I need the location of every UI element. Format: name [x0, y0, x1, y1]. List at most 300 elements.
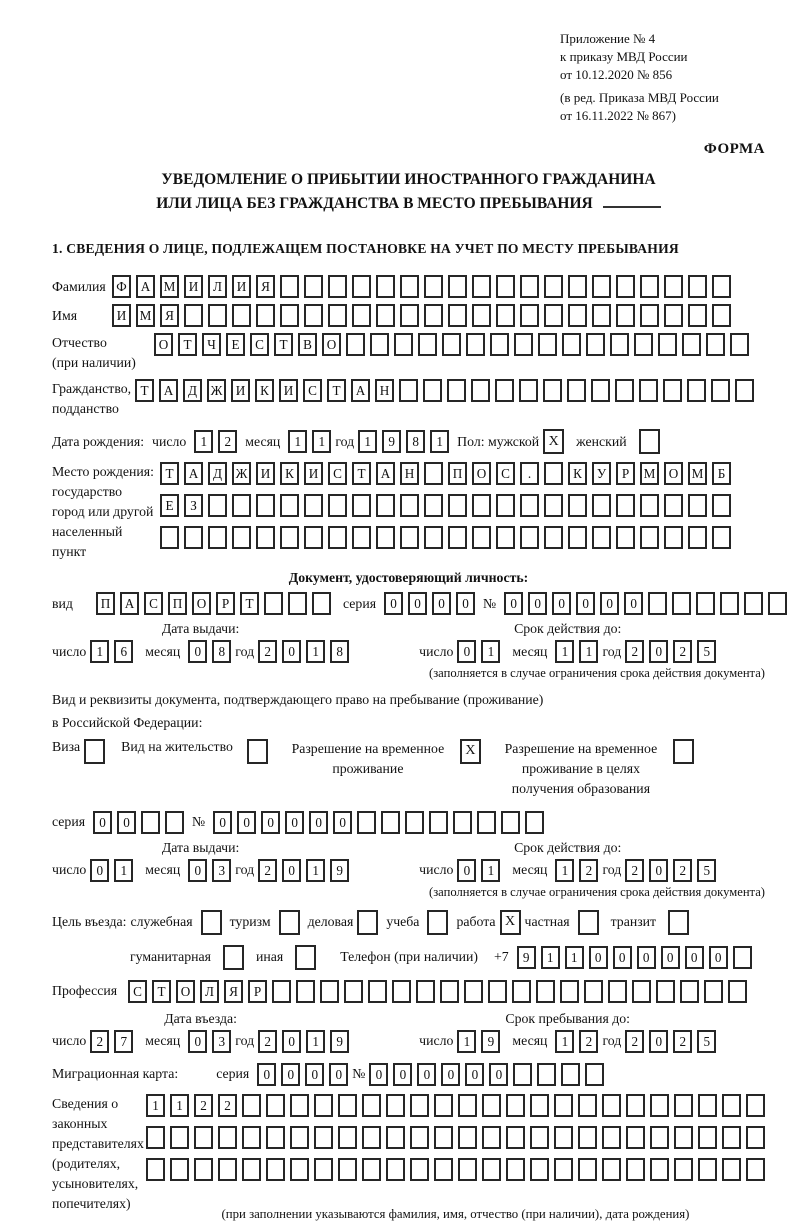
form-cell[interactable]: К: [255, 379, 274, 402]
form-cell[interactable]: [722, 1094, 741, 1117]
form-cell[interactable]: [141, 811, 160, 834]
purpose-humanitarian-checkbox[interactable]: [223, 945, 244, 970]
form-cell[interactable]: [464, 980, 483, 1003]
form-cell[interactable]: [506, 1094, 525, 1117]
form-cell[interactable]: [362, 1158, 381, 1181]
form-cell[interactable]: [688, 494, 707, 517]
form-cell[interactable]: 9: [481, 1030, 500, 1053]
form-cell[interactable]: [650, 1126, 669, 1149]
form-cell[interactable]: А: [184, 462, 203, 485]
form-cell[interactable]: 0: [489, 1063, 508, 1086]
form-cell[interactable]: [586, 333, 605, 356]
purpose-private-checkbox[interactable]: [578, 910, 599, 935]
form-cell[interactable]: 0: [576, 592, 595, 615]
form-cell[interactable]: [639, 379, 658, 402]
form-cell[interactable]: [698, 1158, 717, 1181]
form-cell[interactable]: [640, 304, 659, 327]
form-cell[interactable]: [672, 592, 691, 615]
form-cell[interactable]: Н: [400, 462, 419, 485]
form-cell[interactable]: [501, 811, 520, 834]
form-cell[interactable]: [602, 1094, 621, 1117]
form-cell[interactable]: [328, 275, 347, 298]
form-cell[interactable]: О: [154, 333, 173, 356]
form-cell[interactable]: [561, 1063, 580, 1086]
form-cell[interactable]: 0: [649, 640, 668, 663]
form-cell[interactable]: [400, 526, 419, 549]
form-cell[interactable]: [410, 1158, 429, 1181]
form-cell[interactable]: 1: [146, 1094, 165, 1117]
form-cell[interactable]: М: [160, 275, 179, 298]
form-cell[interactable]: [616, 304, 635, 327]
form-cell[interactable]: [458, 1158, 477, 1181]
form-cell[interactable]: М: [640, 462, 659, 485]
form-cell[interactable]: [658, 333, 677, 356]
form-cell[interactable]: [352, 526, 371, 549]
form-cell[interactable]: [242, 1126, 261, 1149]
form-cell[interactable]: 1: [541, 946, 560, 969]
form-cell[interactable]: [232, 526, 251, 549]
form-cell[interactable]: П: [448, 462, 467, 485]
form-cell[interactable]: [496, 304, 515, 327]
form-cell[interactable]: [513, 1063, 532, 1086]
form-cell[interactable]: 1: [358, 430, 377, 453]
form-cell[interactable]: [266, 1126, 285, 1149]
form-cell[interactable]: [688, 275, 707, 298]
form-cell[interactable]: 0: [709, 946, 728, 969]
form-cell[interactable]: 2: [194, 1094, 213, 1117]
form-cell[interactable]: Т: [327, 379, 346, 402]
form-cell[interactable]: С: [250, 333, 269, 356]
form-cell[interactable]: [744, 592, 763, 615]
form-cell[interactable]: [722, 1126, 741, 1149]
form-cell[interactable]: 2: [579, 1030, 598, 1053]
form-cell[interactable]: А: [376, 462, 395, 485]
form-cell[interactable]: [650, 1158, 669, 1181]
form-cell[interactable]: [184, 304, 203, 327]
form-cell[interactable]: 7: [114, 1030, 133, 1053]
form-cell[interactable]: И: [279, 379, 298, 402]
form-cell[interactable]: 1: [306, 859, 325, 882]
form-cell[interactable]: [592, 304, 611, 327]
form-cell[interactable]: [512, 980, 531, 1003]
form-cell[interactable]: 1: [306, 1030, 325, 1053]
form-cell[interactable]: А: [120, 592, 139, 615]
form-cell[interactable]: [471, 379, 490, 402]
form-cell[interactable]: [320, 980, 339, 1003]
form-cell[interactable]: [544, 526, 563, 549]
form-cell[interactable]: [472, 304, 491, 327]
form-cell[interactable]: [400, 304, 419, 327]
form-cell[interactable]: 0: [685, 946, 704, 969]
form-cell[interactable]: [615, 379, 634, 402]
form-cell[interactable]: 8: [406, 430, 425, 453]
form-cell[interactable]: [208, 526, 227, 549]
form-cell[interactable]: 2: [258, 1030, 277, 1053]
form-cell[interactable]: [184, 526, 203, 549]
form-cell[interactable]: [602, 1126, 621, 1149]
form-cell[interactable]: С: [496, 462, 515, 485]
form-cell[interactable]: [640, 494, 659, 517]
form-cell[interactable]: [626, 1158, 645, 1181]
form-cell[interactable]: 2: [673, 859, 692, 882]
form-cell[interactable]: 0: [417, 1063, 436, 1086]
form-cell[interactable]: [592, 526, 611, 549]
form-cell[interactable]: 1: [90, 640, 109, 663]
form-cell[interactable]: М: [136, 304, 155, 327]
form-cell[interactable]: [314, 1158, 333, 1181]
form-cell[interactable]: [640, 275, 659, 298]
form-cell[interactable]: 1: [481, 859, 500, 882]
form-cell[interactable]: [496, 526, 515, 549]
form-cell[interactable]: Р: [616, 462, 635, 485]
form-cell[interactable]: [232, 304, 251, 327]
form-cell[interactable]: [448, 526, 467, 549]
form-cell[interactable]: [680, 980, 699, 1003]
form-cell[interactable]: [538, 333, 557, 356]
form-cell[interactable]: [648, 592, 667, 615]
form-cell[interactable]: 0: [661, 946, 680, 969]
form-cell[interactable]: [218, 1126, 237, 1149]
form-cell[interactable]: 1: [555, 859, 574, 882]
form-cell[interactable]: [170, 1126, 189, 1149]
form-cell[interactable]: [488, 980, 507, 1003]
form-cell[interactable]: [418, 333, 437, 356]
form-cell[interactable]: 0: [117, 811, 136, 834]
form-cell[interactable]: А: [159, 379, 178, 402]
form-cell[interactable]: [536, 980, 555, 1003]
form-cell[interactable]: Т: [178, 333, 197, 356]
form-cell[interactable]: [424, 275, 443, 298]
form-cell[interactable]: 1: [194, 430, 213, 453]
form-cell[interactable]: [560, 980, 579, 1003]
form-cell[interactable]: 1: [481, 640, 500, 663]
form-cell[interactable]: [194, 1158, 213, 1181]
form-cell[interactable]: [242, 1158, 261, 1181]
form-cell[interactable]: О: [176, 980, 195, 1003]
form-cell[interactable]: [256, 526, 275, 549]
form-cell[interactable]: Б: [712, 462, 731, 485]
form-cell[interactable]: [482, 1094, 501, 1117]
form-cell[interactable]: Н: [375, 379, 394, 402]
form-cell[interactable]: 0: [600, 592, 619, 615]
form-cell[interactable]: [562, 333, 581, 356]
form-cell[interactable]: 8: [212, 640, 231, 663]
form-cell[interactable]: [768, 592, 787, 615]
form-cell[interactable]: [280, 304, 299, 327]
form-cell[interactable]: 0: [282, 1030, 301, 1053]
form-cell[interactable]: [304, 304, 323, 327]
form-cell[interactable]: [663, 379, 682, 402]
form-cell[interactable]: 2: [579, 859, 598, 882]
form-cell[interactable]: 2: [625, 859, 644, 882]
form-cell[interactable]: [746, 1094, 765, 1117]
form-cell[interactable]: [482, 1126, 501, 1149]
form-cell[interactable]: [410, 1126, 429, 1149]
form-cell[interactable]: Р: [248, 980, 267, 1003]
form-cell[interactable]: [352, 304, 371, 327]
form-cell[interactable]: 1: [555, 640, 574, 663]
form-cell[interactable]: [386, 1126, 405, 1149]
form-cell[interactable]: [712, 304, 731, 327]
form-cell[interactable]: [706, 333, 725, 356]
form-cell[interactable]: [304, 494, 323, 517]
form-cell[interactable]: [424, 462, 443, 485]
form-cell[interactable]: 2: [673, 640, 692, 663]
form-cell[interactable]: Я: [224, 980, 243, 1003]
form-cell[interactable]: 0: [649, 859, 668, 882]
form-cell[interactable]: 0: [637, 946, 656, 969]
form-cell[interactable]: 1: [430, 430, 449, 453]
form-cell[interactable]: 0: [552, 592, 571, 615]
form-cell[interactable]: [338, 1126, 357, 1149]
form-cell[interactable]: [696, 592, 715, 615]
visa-checkbox[interactable]: [84, 739, 105, 764]
form-cell[interactable]: 0: [281, 1063, 300, 1086]
form-cell[interactable]: [208, 304, 227, 327]
form-cell[interactable]: [424, 526, 443, 549]
form-cell[interactable]: Я: [160, 304, 179, 327]
form-cell[interactable]: [170, 1158, 189, 1181]
form-cell[interactable]: 0: [649, 1030, 668, 1053]
form-cell[interactable]: [376, 304, 395, 327]
form-cell[interactable]: 2: [258, 640, 277, 663]
form-cell[interactable]: [280, 275, 299, 298]
form-cell[interactable]: [520, 275, 539, 298]
purpose-other-checkbox[interactable]: [295, 945, 316, 970]
form-cell[interactable]: [218, 1158, 237, 1181]
purpose-business-checkbox[interactable]: [357, 910, 378, 935]
form-cell[interactable]: [543, 379, 562, 402]
form-cell[interactable]: 2: [90, 1030, 109, 1053]
form-cell[interactable]: [266, 1158, 285, 1181]
form-cell[interactable]: [440, 980, 459, 1003]
form-cell[interactable]: И: [304, 462, 323, 485]
form-cell[interactable]: [602, 1158, 621, 1181]
form-cell[interactable]: [194, 1126, 213, 1149]
form-cell[interactable]: 0: [261, 811, 280, 834]
form-cell[interactable]: 9: [517, 946, 536, 969]
form-cell[interactable]: [376, 275, 395, 298]
form-cell[interactable]: [338, 1158, 357, 1181]
form-cell[interactable]: [466, 333, 485, 356]
temp-permit-checkbox[interactable]: X: [460, 739, 481, 764]
form-cell[interactable]: 2: [625, 640, 644, 663]
form-cell[interactable]: Т: [160, 462, 179, 485]
form-cell[interactable]: [544, 275, 563, 298]
form-cell[interactable]: 0: [504, 592, 523, 615]
purpose-tourism-checkbox[interactable]: [279, 910, 300, 935]
form-cell[interactable]: 2: [218, 1094, 237, 1117]
form-cell[interactable]: [280, 526, 299, 549]
form-cell[interactable]: [578, 1094, 597, 1117]
form-cell[interactable]: 2: [625, 1030, 644, 1053]
form-cell[interactable]: [674, 1094, 693, 1117]
form-cell[interactable]: К: [280, 462, 299, 485]
form-cell[interactable]: [290, 1126, 309, 1149]
form-cell[interactable]: 0: [441, 1063, 460, 1086]
form-cell[interactable]: [664, 494, 683, 517]
form-cell[interactable]: Р: [216, 592, 235, 615]
form-cell[interactable]: О: [472, 462, 491, 485]
form-cell[interactable]: [429, 811, 448, 834]
form-cell[interactable]: [568, 275, 587, 298]
form-cell[interactable]: [568, 494, 587, 517]
form-cell[interactable]: [400, 494, 419, 517]
form-cell[interactable]: [554, 1126, 573, 1149]
form-cell[interactable]: [537, 1063, 556, 1086]
form-cell[interactable]: Т: [352, 462, 371, 485]
form-cell[interactable]: 0: [282, 859, 301, 882]
form-cell[interactable]: 1: [555, 1030, 574, 1053]
form-cell[interactable]: 5: [697, 640, 716, 663]
form-cell[interactable]: 0: [305, 1063, 324, 1086]
form-cell[interactable]: [290, 1094, 309, 1117]
form-cell[interactable]: 1: [306, 640, 325, 663]
purpose-transit-checkbox[interactable]: [668, 910, 689, 935]
form-cell[interactable]: А: [351, 379, 370, 402]
form-cell[interactable]: [525, 811, 544, 834]
form-cell[interactable]: И: [232, 275, 251, 298]
form-cell[interactable]: [344, 980, 363, 1003]
form-cell[interactable]: 0: [393, 1063, 412, 1086]
form-cell[interactable]: [256, 304, 275, 327]
form-cell[interactable]: 0: [624, 592, 643, 615]
form-cell[interactable]: [592, 494, 611, 517]
form-cell[interactable]: [530, 1126, 549, 1149]
form-cell[interactable]: [578, 1158, 597, 1181]
form-cell[interactable]: [434, 1094, 453, 1117]
form-cell[interactable]: [266, 1094, 285, 1117]
form-cell[interactable]: 0: [90, 859, 109, 882]
edu-permit-checkbox[interactable]: [673, 739, 694, 764]
form-cell[interactable]: [496, 494, 515, 517]
form-cell[interactable]: [376, 526, 395, 549]
form-cell[interactable]: [424, 304, 443, 327]
residence-permit-checkbox[interactable]: [247, 739, 268, 764]
form-cell[interactable]: [490, 333, 509, 356]
form-cell[interactable]: [314, 1126, 333, 1149]
form-cell[interactable]: [400, 275, 419, 298]
form-cell[interactable]: [650, 1094, 669, 1117]
form-cell[interactable]: [544, 462, 563, 485]
form-cell[interactable]: [530, 1158, 549, 1181]
form-cell[interactable]: [381, 811, 400, 834]
form-cell[interactable]: [664, 526, 683, 549]
form-cell[interactable]: [448, 275, 467, 298]
form-cell[interactable]: [632, 980, 651, 1003]
form-cell[interactable]: [312, 592, 331, 615]
form-cell[interactable]: [506, 1158, 525, 1181]
form-cell[interactable]: [530, 1094, 549, 1117]
form-cell[interactable]: [448, 304, 467, 327]
form-cell[interactable]: [280, 494, 299, 517]
form-cell[interactable]: [477, 811, 496, 834]
form-cell[interactable]: 0: [257, 1063, 276, 1086]
form-cell[interactable]: [746, 1126, 765, 1149]
form-cell[interactable]: [482, 1158, 501, 1181]
form-cell[interactable]: [687, 379, 706, 402]
form-cell[interactable]: [610, 333, 629, 356]
form-cell[interactable]: [362, 1126, 381, 1149]
form-cell[interactable]: 8: [330, 640, 349, 663]
form-cell[interactable]: 1: [114, 859, 133, 882]
form-cell[interactable]: [664, 275, 683, 298]
form-cell[interactable]: [362, 1094, 381, 1117]
form-cell[interactable]: [712, 275, 731, 298]
form-cell[interactable]: 0: [456, 592, 475, 615]
form-cell[interactable]: Е: [160, 494, 179, 517]
form-cell[interactable]: Д: [183, 379, 202, 402]
form-cell[interactable]: Т: [240, 592, 259, 615]
form-cell[interactable]: 1: [170, 1094, 189, 1117]
form-cell[interactable]: Я: [256, 275, 275, 298]
form-cell[interactable]: 9: [382, 430, 401, 453]
form-cell[interactable]: [304, 526, 323, 549]
form-cell[interactable]: 0: [188, 640, 207, 663]
form-cell[interactable]: [160, 526, 179, 549]
form-cell[interactable]: [712, 494, 731, 517]
form-cell[interactable]: У: [592, 462, 611, 485]
form-cell[interactable]: [434, 1158, 453, 1181]
form-cell[interactable]: [640, 526, 659, 549]
form-cell[interactable]: [520, 526, 539, 549]
form-cell[interactable]: Т: [135, 379, 154, 402]
form-cell[interactable]: [352, 494, 371, 517]
form-cell[interactable]: [730, 333, 749, 356]
form-cell[interactable]: [682, 333, 701, 356]
form-cell[interactable]: [256, 494, 275, 517]
sex-male-checkbox[interactable]: X: [543, 429, 564, 454]
form-cell[interactable]: [448, 494, 467, 517]
form-cell[interactable]: 0: [457, 640, 476, 663]
form-cell[interactable]: [735, 379, 754, 402]
form-cell[interactable]: 0: [188, 1030, 207, 1053]
form-cell[interactable]: [416, 980, 435, 1003]
form-cell[interactable]: Д: [208, 462, 227, 485]
form-cell[interactable]: [626, 1094, 645, 1117]
form-cell[interactable]: М: [688, 462, 707, 485]
form-cell[interactable]: [376, 494, 395, 517]
form-cell[interactable]: В: [298, 333, 317, 356]
form-cell[interactable]: 0: [188, 859, 207, 882]
form-cell[interactable]: П: [168, 592, 187, 615]
form-cell[interactable]: [394, 333, 413, 356]
form-cell[interactable]: С: [303, 379, 322, 402]
form-cell[interactable]: С: [144, 592, 163, 615]
form-cell[interactable]: 2: [218, 430, 237, 453]
form-cell[interactable]: [520, 304, 539, 327]
form-cell[interactable]: 0: [329, 1063, 348, 1086]
form-cell[interactable]: 2: [673, 1030, 692, 1053]
form-cell[interactable]: [208, 494, 227, 517]
form-cell[interactable]: О: [192, 592, 211, 615]
form-cell[interactable]: 0: [432, 592, 451, 615]
form-cell[interactable]: 1: [579, 640, 598, 663]
form-cell[interactable]: [608, 980, 627, 1003]
form-cell[interactable]: [405, 811, 424, 834]
form-cell[interactable]: [568, 304, 587, 327]
form-cell[interactable]: 1: [565, 946, 584, 969]
form-cell[interactable]: [554, 1158, 573, 1181]
form-cell[interactable]: 0: [282, 640, 301, 663]
form-cell[interactable]: [496, 275, 515, 298]
form-cell[interactable]: [458, 1126, 477, 1149]
form-cell[interactable]: [634, 333, 653, 356]
form-cell[interactable]: [472, 494, 491, 517]
form-cell[interactable]: [746, 1158, 765, 1181]
form-cell[interactable]: И: [184, 275, 203, 298]
form-cell[interactable]: [386, 1094, 405, 1117]
